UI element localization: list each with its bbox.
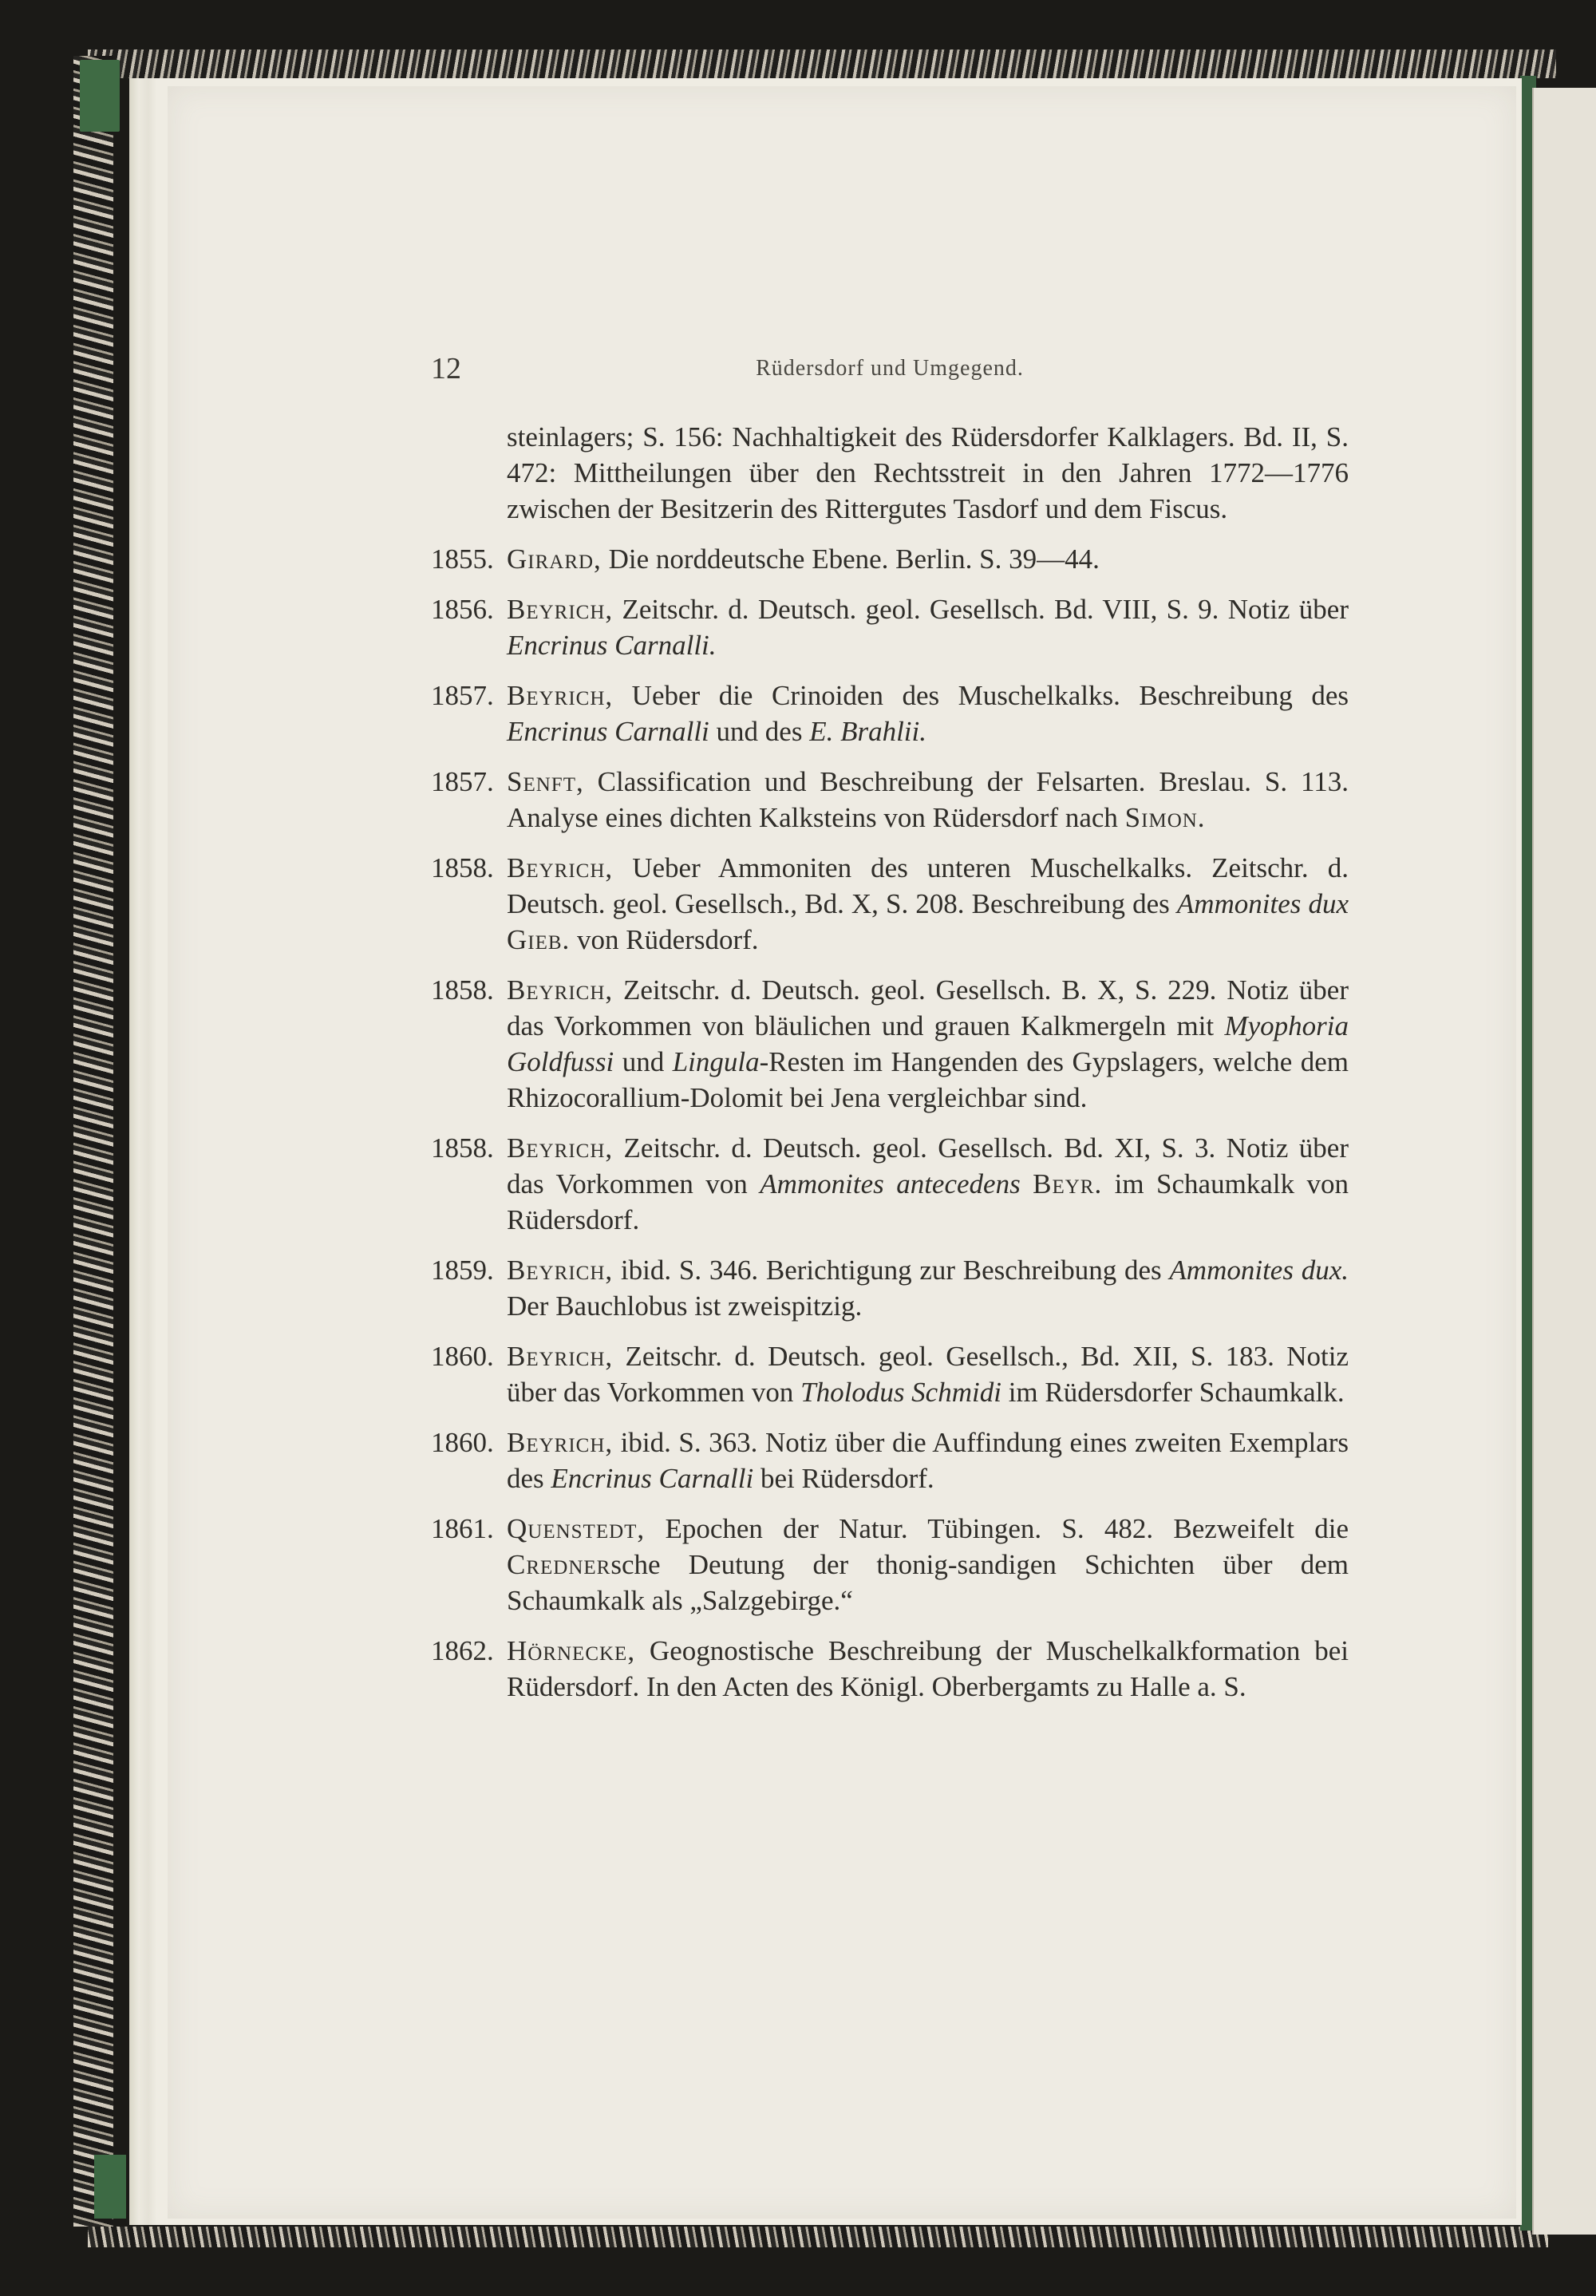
entry-text: Die norddeutsche Ebene. Berlin. S. 39—44. [601,543,1100,575]
entry-text: sche Deutung der thonig-sandigen Schichten über dem Schaumkalk als „Salzgebirge.“ [507,1549,1349,1616]
entry-author: Beyrich, [507,1255,614,1286]
entry-year: 1855. [431,543,494,575]
entry-text: von Rüdersdorf. [570,924,759,955]
entry-year: 1861. [431,1513,494,1544]
running-head: Rüdersdorf und Umgegend. [756,356,1024,381]
entry-italic: Ammonites dux. [1169,1255,1349,1286]
book-edge-left [73,56,113,2227]
page-header [431,351,1349,391]
entry [431,1425,1349,1496]
entry-year: 1857. [431,680,494,711]
entry-year: 1858. [431,1132,494,1164]
entry-text: Geognostische Beschreibung der Muschelkalkformation bei Rüdersdorf. In den Acten des Königl. Oberbergamts zu Halle a. S. [507,1635,1349,1702]
entry [431,1338,1349,1410]
page-number: 12 [431,352,461,385]
entry-italic: Encrinus Carnalli [507,716,709,747]
entry [431,764,1349,836]
entry-text: Zeitschr. d. Deutsch. geol. Gesellsch. B. X, S. 229. Notiz über das Vorkommen von bläulichen und grauen Kalkmergeln mit [507,974,1349,1041]
entry-text: Der Bauchlobus ist zweispitzig. [507,1290,863,1322]
continuation-text: steinlagers; S. 156: Nachhaltigkeit des Rüdersdorfer Kalklagers. Bd. II, S. 472: Mittheilungen über den Rechtsstreit in den Jahren 1772—1776 zwischen der Besitzerin des Rittergutes Tasdorf und dem Fiscus. [507,421,1349,524]
entry-text: Zeitschr. d. Deutsch. geol. Gesellsch. Bd. VIII, S. 9. Notiz über [613,594,1349,625]
entry-author: Beyrich, [507,1132,614,1164]
adjacent-page [1532,88,1596,2235]
entry-year: 1860. [431,1341,494,1372]
cover-corner-bottom [94,2155,126,2219]
entry-text: und des [709,716,810,747]
entry-italic: Myophoria Goldfussi [507,1010,1349,1077]
bibliography [431,419,1349,1719]
entry-author: Girard, [507,543,602,575]
entry-italic: Ammonites antecedens [760,1168,1021,1199]
entry [431,591,1349,663]
entry-year: 1856. [431,594,494,625]
entry-smallcaps: Credner [507,1549,611,1580]
entry [431,541,1349,577]
entry-text: Ueber die Crinoiden des Muschelkalks. Beschreibung des [613,680,1349,711]
book-edge-top [88,49,1556,78]
entry-text: -Resten im Hangenden des Gypslagers, welche dem Rhizocorallium-Dolomit bei Jena vergleichbar sind. [507,1046,1349,1113]
entry-author: Beyrich, [507,974,614,1006]
entry-italic: Encrinus Carnalli. [507,630,717,661]
book-edge-bottom [88,2227,1548,2247]
entry [431,850,1349,958]
entry-italic: Encrinus Carnalli [551,1463,754,1494]
entry-year: 1858. [431,974,494,1006]
entry [431,972,1349,1116]
entry-text: Epochen der Natur. Tübingen. S. 482. Bezweifelt die [645,1513,1349,1544]
entry-author: Senft, [507,766,584,797]
entry-italic: E. Brahlii. [809,716,926,747]
entry-author: Beyrich, [507,1427,614,1458]
entry-smallcaps: Beyr. [1033,1168,1103,1199]
entry-author: Hörnecke, [507,1635,636,1666]
entry-year: 1862. [431,1635,494,1666]
entry-text: ibid. S. 363. Notiz über die Auffindung eines zweiten Exemplars des [507,1427,1349,1494]
entry-text: im Rüdersdorfer Schaumkalk. [1001,1377,1345,1408]
entry-year: 1858. [431,852,494,883]
entry-smallcaps: Gieb. [507,924,571,955]
entry [431,1252,1349,1324]
entry-author: Beyrich, [507,680,614,711]
entry-text: im Schaumkalk von Rüdersdorf. [507,1168,1349,1235]
entry-text: Classification und Beschreibung der Felsarten. Breslau. S. 113. Analyse eines dichten Kalksteins von Rüdersdorf nach [507,766,1349,833]
entry-author: Beyrich, [507,852,614,883]
entry [431,1633,1349,1705]
entry-italic: Lingula [672,1046,760,1077]
entry-text: bei Rüdersdorf. [753,1463,934,1494]
entry-text: Ueber Ammoniten des unteren Muschelkalks. Zeitschr. d. Deutsch. geol. Gesellsch., Bd. X, S. 208. Beschreibung des [507,852,1349,919]
entry-year: 1859. [431,1255,494,1286]
entry-italic: Tholodus Schmidi [800,1377,1001,1408]
entry-text: und [614,1046,673,1077]
entry [431,1130,1349,1238]
entry-text: ibid. S. 346. Berichtigung zur Beschreibung des [613,1255,1170,1286]
entry [431,1511,1349,1618]
entry-italic: Ammonites dux [1176,888,1349,919]
entry-author: Beyrich, [507,1341,614,1372]
entry-year: 1860. [431,1427,494,1458]
entry-author: Beyrich, [507,594,614,625]
entry-smallcaps: Simon. [1124,802,1206,833]
entry-year: 1857. [431,766,494,797]
entry-text: Zeitschr. d. Deutsch. geol. Gesellsch., Bd. XII, S. 183. Notiz über das Vorkommen von [507,1341,1349,1408]
entry-author: Quenstedt, [507,1513,646,1544]
entry [431,678,1349,749]
entry-text [1021,1168,1033,1199]
cover-corner [80,60,120,132]
entry-text: Zeitschr. d. Deutsch. geol. Gesellsch. Bd. XI, S. 3. Notiz über das Vorkommen von [507,1132,1349,1199]
